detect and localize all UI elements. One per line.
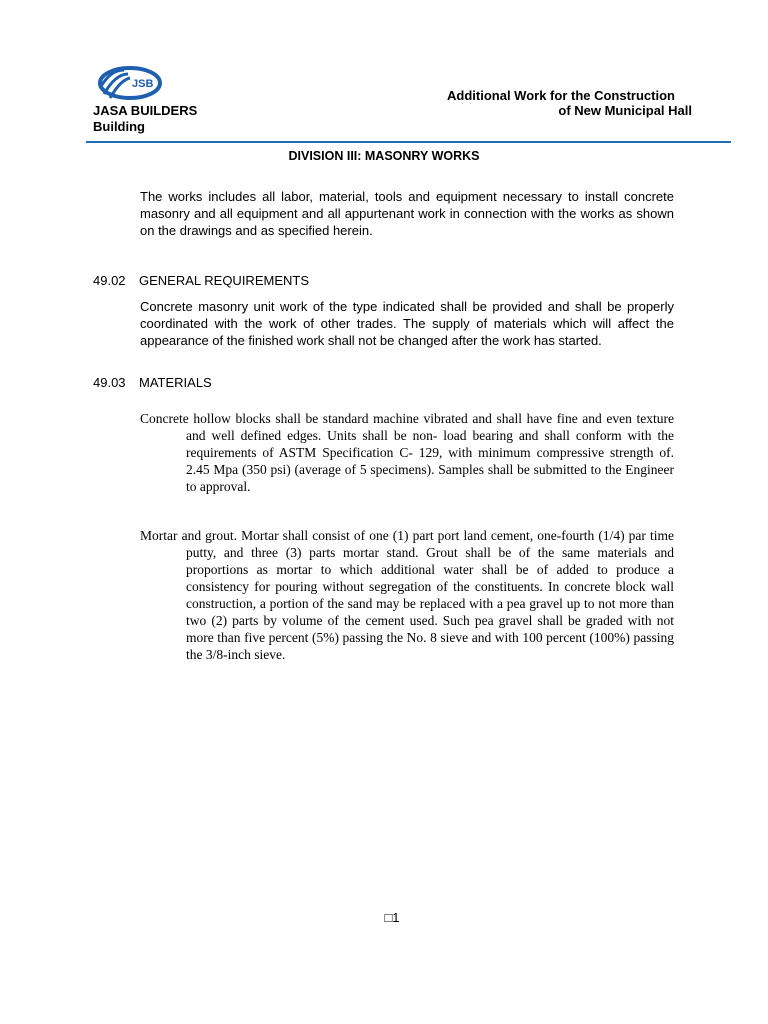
division-title: DIVISION III: MASONRY WORKS — [288, 149, 480, 163]
logo-text: JSB — [132, 78, 154, 90]
intro-paragraph: The works includes all labor, material, tools and equipment necessary to install concrete masonry and all equipment and all appurtenant work in connection with the works as shown on the drawings and as specified herein. — [140, 189, 674, 238]
section-number: 49.02 — [93, 273, 126, 288]
section-title: GENERAL REQUIREMENTS — [139, 273, 309, 288]
company-line-2: Building — [93, 119, 145, 134]
project-title — [447, 88, 692, 118]
company-logo — [94, 64, 162, 102]
project-line-2: of New Municipal Hall — [558, 103, 692, 118]
page-number: □1 — [384, 910, 400, 925]
general-requirements-paragraph: Concrete masonry unit work of the type indicated shall be provided and shall be properly coordinated with the work of other trades. The supply of materials which will affect the appearance of the finished work shall not be changed after the work has started. — [140, 299, 674, 348]
section-number: 49.03 — [93, 375, 126, 390]
section-heading-general — [93, 272, 309, 289]
company-name — [93, 103, 197, 135]
header-divider — [86, 141, 731, 143]
materials-item-mortar-grout: Mortar and grout. Mortar shall consist of one (1) part port land cement, one-fourth (1/4) par time putty, and three (3) parts mortar stand. Grout shall be of the same materials and proportions as mortar to which additional water shall be of added to produce a consistency for pouring without segregation of the constituents. In concrete block wall construction, a portion of the sand may be replaced with a pea gravel up to not more than two (2) parts by volume of the cement used. Such pea gravel shall be graded with not more than five percent (5%) passing the No. 8 sieve and with 100 percent (100%) passing the 3/8-inch sieve. — [140, 528, 674, 662]
project-line-1: Additional Work for the Construction — [447, 88, 675, 103]
company-line-1: JASA BUILDERS — [93, 103, 198, 118]
section-title: MATERIALS — [139, 375, 212, 390]
section-heading-materials — [93, 374, 212, 391]
materials-item-hollow-blocks: Concrete hollow blocks shall be standard machine vibrated and shall have fine and even texture and well defined edges. Units shall be non- load bearing and shall conform with the requirements of ASTM Specification C- 129, with minimum compressive strength of. 2.45 Mpa (350 psi) (average of 5 specimens). Samples shall be submitted to the Engineer to approval. — [140, 411, 674, 494]
